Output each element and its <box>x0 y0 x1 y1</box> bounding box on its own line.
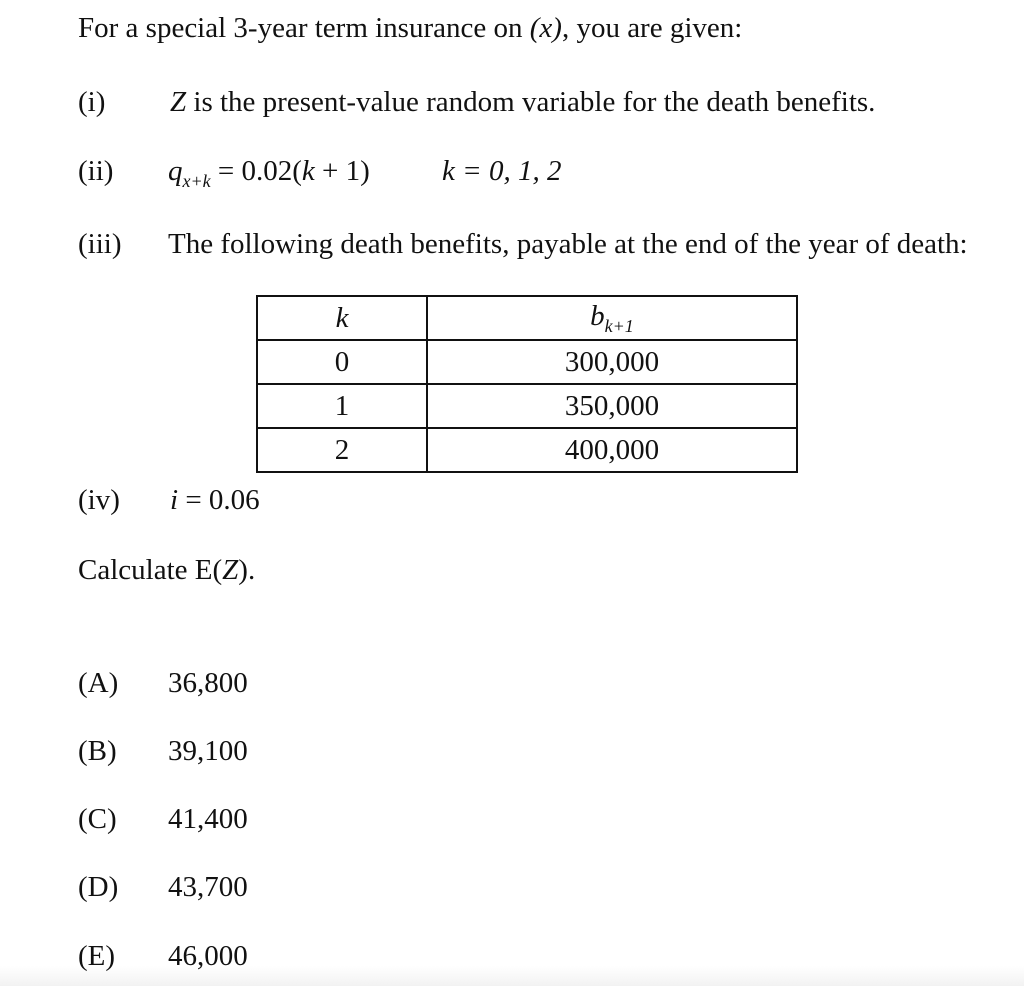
q-rhs-tail: + 1) <box>314 155 370 187</box>
question-before: Calculate <box>78 554 195 586</box>
page-bottom-shadow <box>0 966 1024 986</box>
item-label-iv: (iv) <box>78 484 120 516</box>
item-i-var: Z <box>170 86 187 118</box>
intro-var: (x) <box>529 12 562 44</box>
item-i-text: is the present-value random variable for the death benefits. <box>186 86 876 118</box>
choice-value: 46,000 <box>168 940 248 972</box>
item-condition-ii: k = 0, 1, 2 <box>442 155 562 187</box>
choice-value: 41,400 <box>168 803 248 835</box>
item-iv-var: i <box>170 484 179 516</box>
choice-label: (A) <box>78 667 119 699</box>
header-b-symbol: b <box>590 299 605 332</box>
choice-value: 39,100 <box>168 735 248 767</box>
choice-label: (E) <box>78 940 116 972</box>
item-label-iii: (iii) <box>78 228 122 260</box>
question-text <box>78 556 255 585</box>
question-after: ). <box>238 554 256 586</box>
item-text-i <box>170 88 875 117</box>
table-cell-k: 0 <box>257 340 427 384</box>
item-iv-text: = 0.06 <box>178 484 260 516</box>
q-subscript: x+k <box>182 171 211 191</box>
intro-text <box>78 14 742 43</box>
table-cell-benefit: 300,000 <box>427 340 797 384</box>
q-k: k <box>301 155 315 187</box>
table-cell-k: 2 <box>257 428 427 472</box>
choice-value: 43,700 <box>168 871 248 903</box>
item-formula-ii <box>168 157 370 190</box>
choice-label: (C) <box>78 803 117 835</box>
q-symbol: q <box>168 155 183 187</box>
item-text-iv <box>170 486 260 515</box>
item-text-iii: The following death benefits, payable at the end of the year of death: <box>168 228 968 260</box>
table-row <box>257 384 797 428</box>
table-row <box>257 428 797 472</box>
header-b <box>427 296 797 340</box>
q-rhs: = 0.02( <box>210 155 302 187</box>
choice-label: (D) <box>78 871 119 903</box>
table-cell-benefit: 350,000 <box>427 384 797 428</box>
item-label-i: (i) <box>78 86 106 118</box>
choice-value: 36,800 <box>168 667 248 699</box>
benefits-table <box>256 295 798 473</box>
table-cell-benefit: 400,000 <box>427 428 797 472</box>
intro-after: , you are given: <box>561 12 743 44</box>
header-b-subscript: k+1 <box>604 315 634 336</box>
table-cell-k: 1 <box>257 384 427 428</box>
intro-before: For a special 3-year term insurance on <box>78 12 530 44</box>
question-var: Z <box>222 554 239 586</box>
question-fn: E( <box>194 554 223 586</box>
choice-label: (B) <box>78 735 117 767</box>
table-row <box>257 340 797 384</box>
header-k: k <box>257 296 427 340</box>
table-header-row <box>257 296 797 340</box>
item-label-ii: (ii) <box>78 155 114 187</box>
